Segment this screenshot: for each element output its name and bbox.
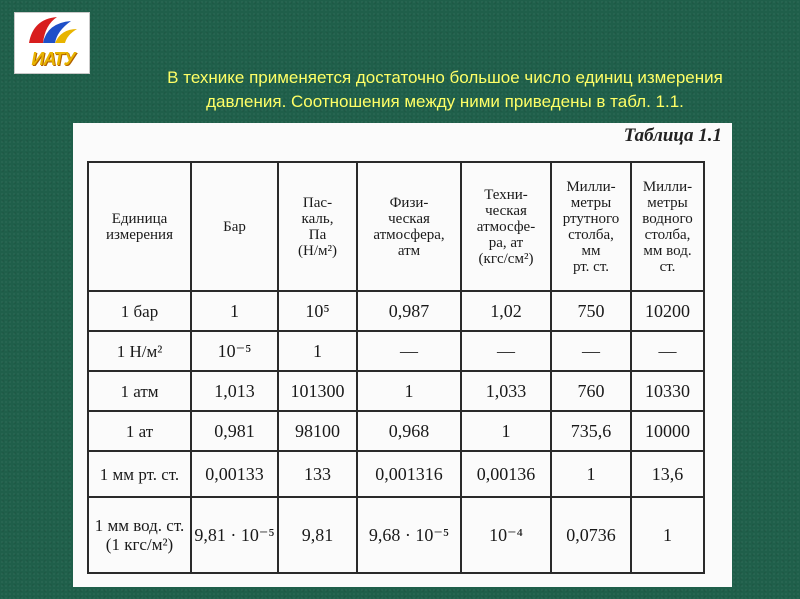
column-header-line: ра, ат [488,234,524,251]
table-row [88,331,704,371]
table-cell: 10000 [631,411,704,451]
table-cell: 1,02 [461,291,551,331]
column-header-line: мм вод. [643,242,692,259]
column-header-line: (кгс/см²) [478,250,534,267]
column-header [461,162,551,291]
table-cell: 9,68 · 10⁻⁵ [357,497,461,573]
table-cell: 1 [357,371,461,411]
column-header-line: Физи- [389,194,429,211]
column-header-line: атмосфера, [373,226,445,243]
logo [14,12,90,74]
table-cell: 0,981 [191,411,278,451]
column-header-line: Единица [111,210,168,227]
table-cell: 1 [551,451,631,497]
column-header-line: Милли- [642,178,693,195]
table-cell: 0,001316 [357,451,461,497]
column-header [278,162,357,291]
table-cell: 0,968 [357,411,461,451]
column-header [191,162,278,291]
column-header-line: Пас- [302,194,333,211]
table-cell: 10330 [631,371,704,411]
column-header [631,162,704,291]
column-header-line: рт. ст. [572,258,610,275]
table-row [88,451,704,497]
column-header-line: атмосфе- [476,218,536,235]
scanned-table-image [73,123,732,587]
table-cell: — [461,331,551,371]
column-header-line: столба, [644,226,691,243]
table-cell: 9,81 [278,497,357,573]
column-header-line: мм [581,242,601,259]
table-cell: 1,013 [191,371,278,411]
column-header-line: водного [642,210,693,227]
row-header-cell: 1 мм рт. ст. [88,451,191,497]
table-cell: 10200 [631,291,704,331]
table-cell: 10⁵ [278,291,357,331]
column-header-line: Техни- [484,186,528,203]
column-header [357,162,461,291]
table-cell: 750 [551,291,631,331]
column-header [551,162,631,291]
table-cell: 98100 [278,411,357,451]
column-header-line: Па [308,226,327,243]
table-cell: 1 [631,497,704,573]
table-cell: 735,6 [551,411,631,451]
table-header-row [88,162,704,291]
table-cell: 1 [461,411,551,451]
column-header-line: измерения [105,226,173,243]
table-cell: 9,81 · 10⁻⁵ [191,497,278,573]
table-cell: 101300 [278,371,357,411]
column-header-line: ст. [659,258,676,275]
column-header-line: метры [647,194,688,211]
table-body [88,291,704,573]
column-header-line: ртутного [562,210,620,227]
table-row [88,411,704,451]
table-cell: 13,6 [631,451,704,497]
table-cell: 760 [551,371,631,411]
table-cell: 0,0736 [551,497,631,573]
table-cell: 0,00136 [461,451,551,497]
column-header-line: метры [570,194,612,211]
table-cell: 1 [278,331,357,371]
table-cell: 1 [191,291,278,331]
intro-line-2: давления. Соотношения между ними приведены в табл. 1.1. [206,92,684,111]
table-cell: — [631,331,704,371]
row-header-cell: 1 ат [88,411,191,451]
table-cell: 133 [278,451,357,497]
row-header-cell: 1 Н/м² [88,331,191,371]
table-cell: 10⁻⁵ [191,331,278,371]
intro-line-1: В технике применяется достаточно большое число единиц измерения [167,68,723,87]
column-header-line: столба, [568,226,614,243]
column-header-line: (Н/м²) [298,242,337,259]
column-header-line: Бар [223,218,246,235]
table-cell: 0,987 [357,291,461,331]
logo-text: ИАТУ [31,49,75,69]
column-header-line: ческая [388,210,430,227]
table-cell: 0,00133 [191,451,278,497]
row-header-cell: 1 мм вод. ст. (1 кгс/м²) [88,497,191,573]
column-header-line: ческая [485,202,527,219]
pressure-units-table [87,161,705,574]
row-header-cell: 1 атм [88,371,191,411]
column-header [88,162,191,291]
table-cell: 1,033 [461,371,551,411]
row-header-cell: 1 бар [88,291,191,331]
table-row [88,497,704,573]
table-row [88,291,704,331]
table-cell: — [357,331,461,371]
column-header-line: каль, [301,210,334,227]
table-cell: — [551,331,631,371]
column-header-line: Милли- [566,178,616,195]
column-header-line: атм [397,242,421,259]
intro-text [100,66,790,114]
table-row [88,371,704,411]
table-caption: Таблица 1.1 [623,125,722,146]
table-cell: 10⁻⁴ [461,497,551,573]
